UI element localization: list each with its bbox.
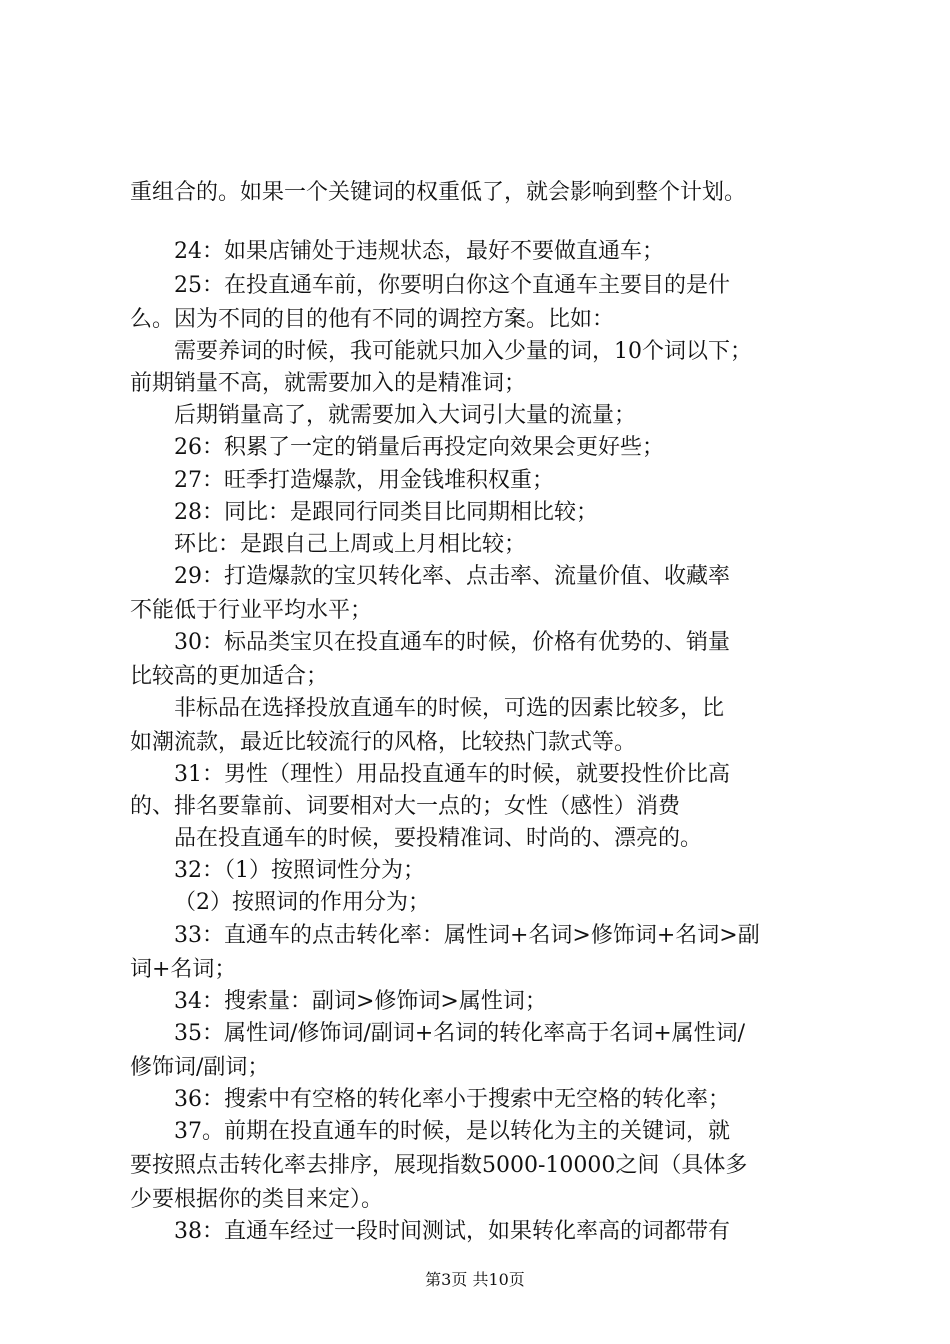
text-line: 30：标品类宝贝在投直通车的时候，价格有优势的、销量 xyxy=(174,630,730,655)
text-line: 33：直通车的点击转化率：属性词+名词>修饰词+名词>副 xyxy=(174,923,760,948)
text-line: 25：在投直通车前，你要明白你这个直通车主要目的是什 xyxy=(174,273,730,298)
text-line: 环比：是跟自己上周或上月相比较； xyxy=(174,532,527,557)
text-line: 31：男性（理性）用品投直通车的时候，就要投性价比高 xyxy=(174,762,730,787)
text-line: 需要养词的时候，我可能就只加入少量的词，10个词以下； xyxy=(174,339,752,364)
page-footer: 第3页 共10页 xyxy=(425,1270,525,1289)
text-line: 少要根据你的类目来定）。 xyxy=(130,1187,384,1212)
text-line: 24：如果店铺处于违规状态，最好不要做直通车； xyxy=(174,239,664,264)
text-line: 32：（1）按照词性分为； xyxy=(174,858,425,883)
text-line: 要按照点击转化率去排序，展现指数5000-10000之间（具体多 xyxy=(130,1153,748,1178)
text-line: 38：直通车经过一段时间测试，如果转化率高的词都带有 xyxy=(174,1219,730,1244)
text-line: 35：属性词/修饰词/副词+名词的转化率高于名词+属性词/ xyxy=(174,1021,746,1046)
text-line: 36：搜索中有空格的转化率小于搜索中无空格的转化率； xyxy=(174,1087,730,1112)
text-line: 不能低于行业平均水平； xyxy=(130,598,373,623)
text-line: 如潮流款，最近比较流行的风格，比较热门款式等。 xyxy=(130,730,637,755)
text-line: 34：搜索量：副词>修饰词>属性词； xyxy=(174,989,547,1014)
text-line: 品在投直通车的时候，要投精准词、时尚的、漂亮的。 xyxy=(174,826,703,851)
text-line: 么。因为不同的目的他有不同的调控方案。比如： xyxy=(130,307,615,332)
text-line: 37。前期在投直通车的时候，是以转化为主的关键词，就 xyxy=(174,1119,730,1144)
text-line: 重组合的。如果一个关键词的权重低了，就会影响到整个计划。 xyxy=(130,180,747,205)
text-line: 的、排名要靠前、词要相对大一点的；女性（感性）消费 xyxy=(130,794,681,819)
text-line: 后期销量高了，就需要加入大词引大量的流量； xyxy=(174,403,637,428)
text-line: 修饰词/副词； xyxy=(130,1055,270,1080)
text-line: 29：打造爆款的宝贝转化率、点击率、流量价值、收藏率 xyxy=(174,564,730,589)
text-line: 前期销量不高，就需要加入的是精准词； xyxy=(130,371,527,396)
text-line: （2）按照词的作用分为； xyxy=(174,890,430,915)
text-line: 比较高的更加适合； xyxy=(130,664,329,689)
text-line: 27：旺季打造爆款，用金钱堆积权重； xyxy=(174,468,554,493)
text-line: 非标品在选择投放直通车的时候，可选的因素比较多，比 xyxy=(174,696,725,721)
text-line: 28：同比：是跟同行同类目比同期相比较； xyxy=(174,500,598,525)
text-line: 词+名词； xyxy=(130,957,237,982)
text-line: 26：积累了一定的销量后再投定向效果会更好些； xyxy=(174,435,664,460)
